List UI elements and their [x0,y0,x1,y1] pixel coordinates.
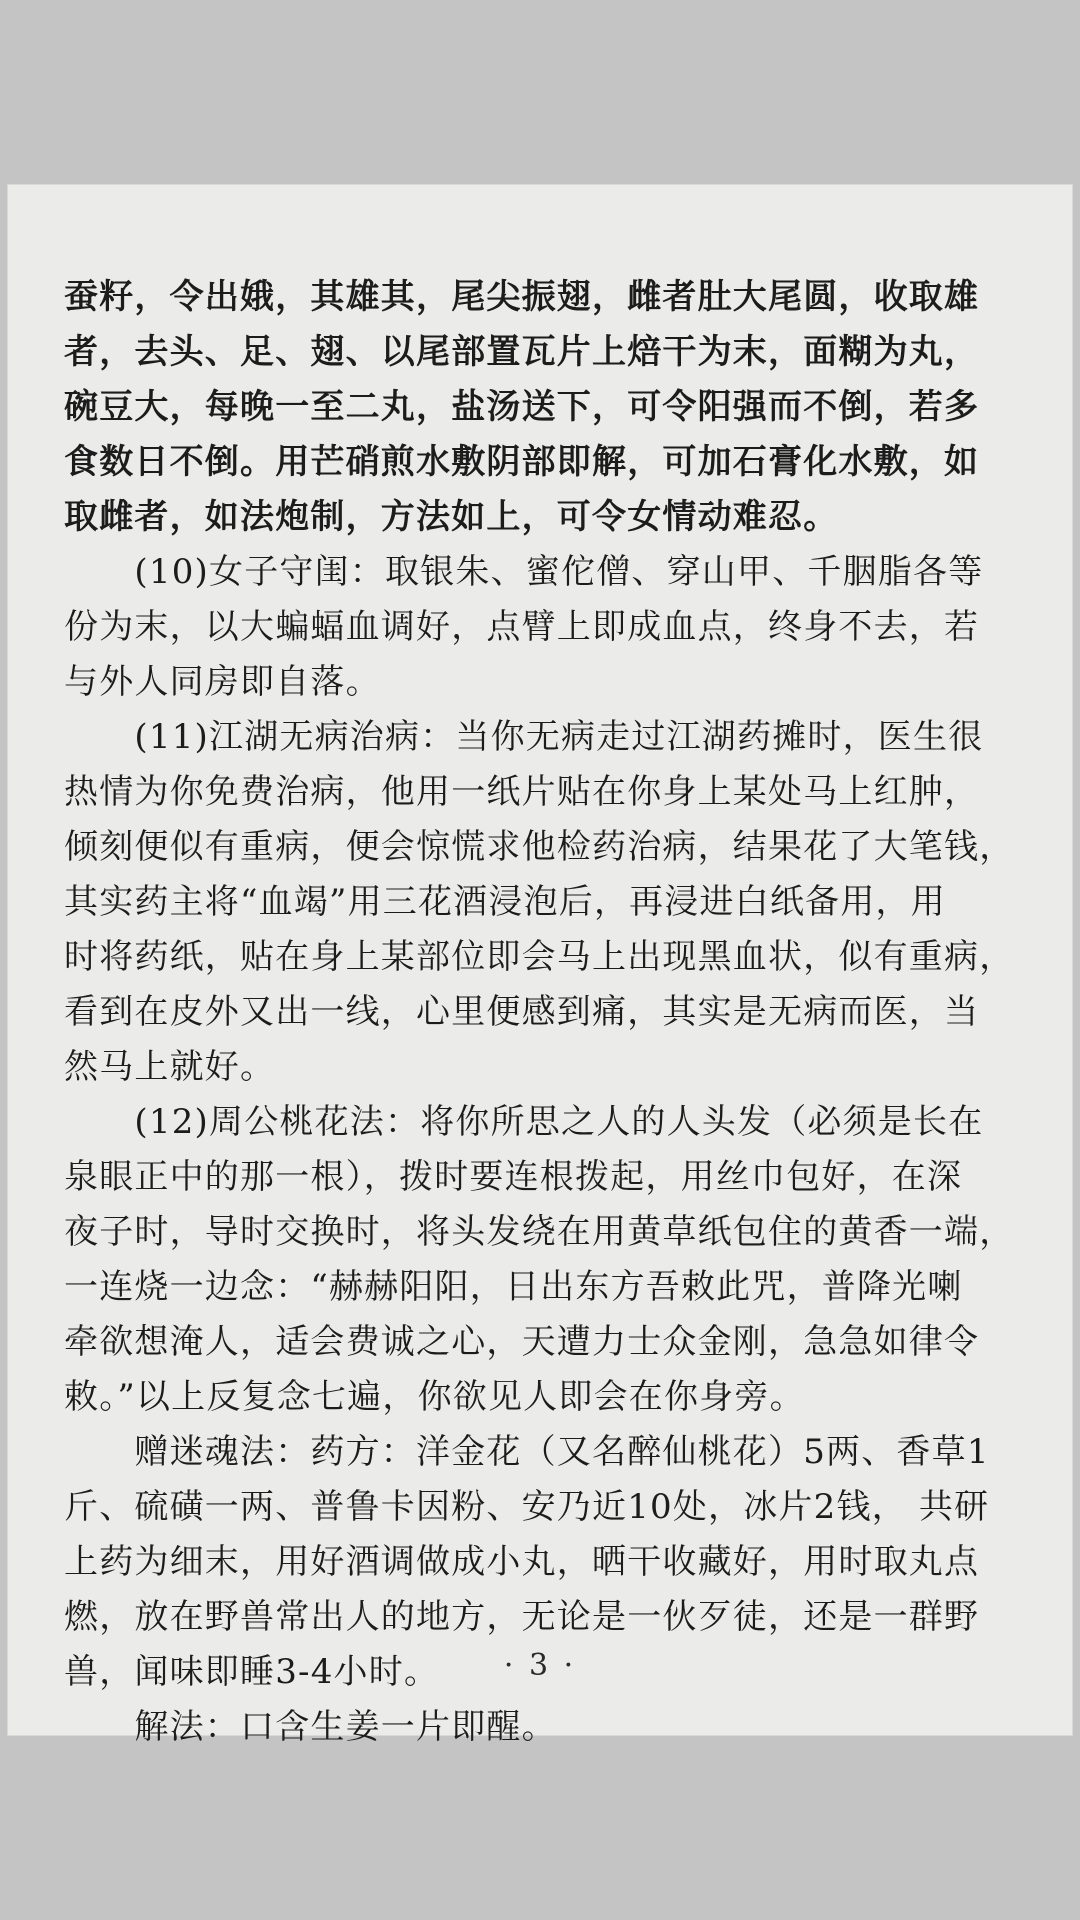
text-line: 赠迷魂法：药方：洋金花（又名醉仙桃花）5两、香草1 [64,1432,990,1472]
text-line: 斤、硫磺一两、普鲁卡因粉、安乃近10处，冰片2钱， 共研 [64,1487,990,1527]
text-line: 其实药主将“血竭”用三花酒浸泡后，再浸进白纸备用，用 [64,882,946,922]
text-line: 兽，闻味即睡3-4小时。 [64,1652,440,1692]
text-line: 碗豆大，每晚一至二丸，盐汤送下，可令阳强而不倒，若多 [64,387,980,427]
text-line: 夜子时，导时交换时，将头发绕在用黄草纸包住的黄香一端， [64,1212,1015,1252]
text-line: 一连烧一边念：“赫赫阳阳，日出东方吾敕此咒，普降光喇 [64,1267,963,1307]
document-page [7,184,1073,1747]
text-line: 上药为细末，用好酒调做成小丸，晒干收藏好，用时取丸点 [64,1542,980,1582]
text-line: 食数日不倒。用芒硝煎水敷阴部即解，可加石膏化水敷，如 [64,442,980,482]
text-line: 倾刻便似有重病，便会惊慌求他检药治病，结果花了大笔钱， [64,827,1015,867]
text-line: 燃，放在野兽常出人的地方，无论是一伙歹徒，还是一群野 [64,1597,980,1637]
text-line: (10)女子守闺：取银朱、蜜佗僧、穿山甲、千胭脂各等 [64,552,984,592]
text-line: 泉眼正中的那一根），拨时要连根拨起，用丝巾包好，在深 [64,1157,963,1197]
text-line: 蚕籽，令出娥，其雄其，尾尖振翅，雌者肚大尾圆，收取雄 [64,277,980,317]
text-line: 份为末，以大蝙蝠血调好，点臂上即成血点，终身不去，若 [64,607,980,647]
text-line: 与外人同房即自落。 [64,662,381,702]
text-line: 热情为你免费治病，他用一纸片贴在你身上某处马上红肿， [64,772,980,812]
text-line: 牵欲想淹人，适会费诚之心，天遭力士众金刚，急急如律令 [64,1322,980,1362]
text-line: 然马上就好。 [64,1047,276,1087]
text-line: 看到在皮外又出一线，心里便感到痛，其实是无病而医，当 [64,992,980,1032]
text-line: 取雌者，如法炮制，方法如上，可令女情动难忍。 [64,497,839,537]
text-line: 敕。”以上反复念七遍，你欲见人即会在你身旁。 [64,1377,805,1417]
text-line: 时将药纸，贴在身上某部位即会马上出现黑血状，似有重病， [64,937,1015,977]
body-text [64,270,1036,1755]
text-line: 解法：口含生姜一片即醒。 [64,1707,557,1747]
text-line: (12)周公桃花法：将你所思之人的人头发（必须是长在 [64,1102,984,1142]
page-number: · 3 · [503,1648,577,1683]
text-line: (11)江湖无病治病：当你无病走过江湖药摊时，医生很 [64,717,984,757]
text-line: 者，去头、足、翅、以尾部置瓦片上焙干为末，面糊为丸， [64,332,980,372]
